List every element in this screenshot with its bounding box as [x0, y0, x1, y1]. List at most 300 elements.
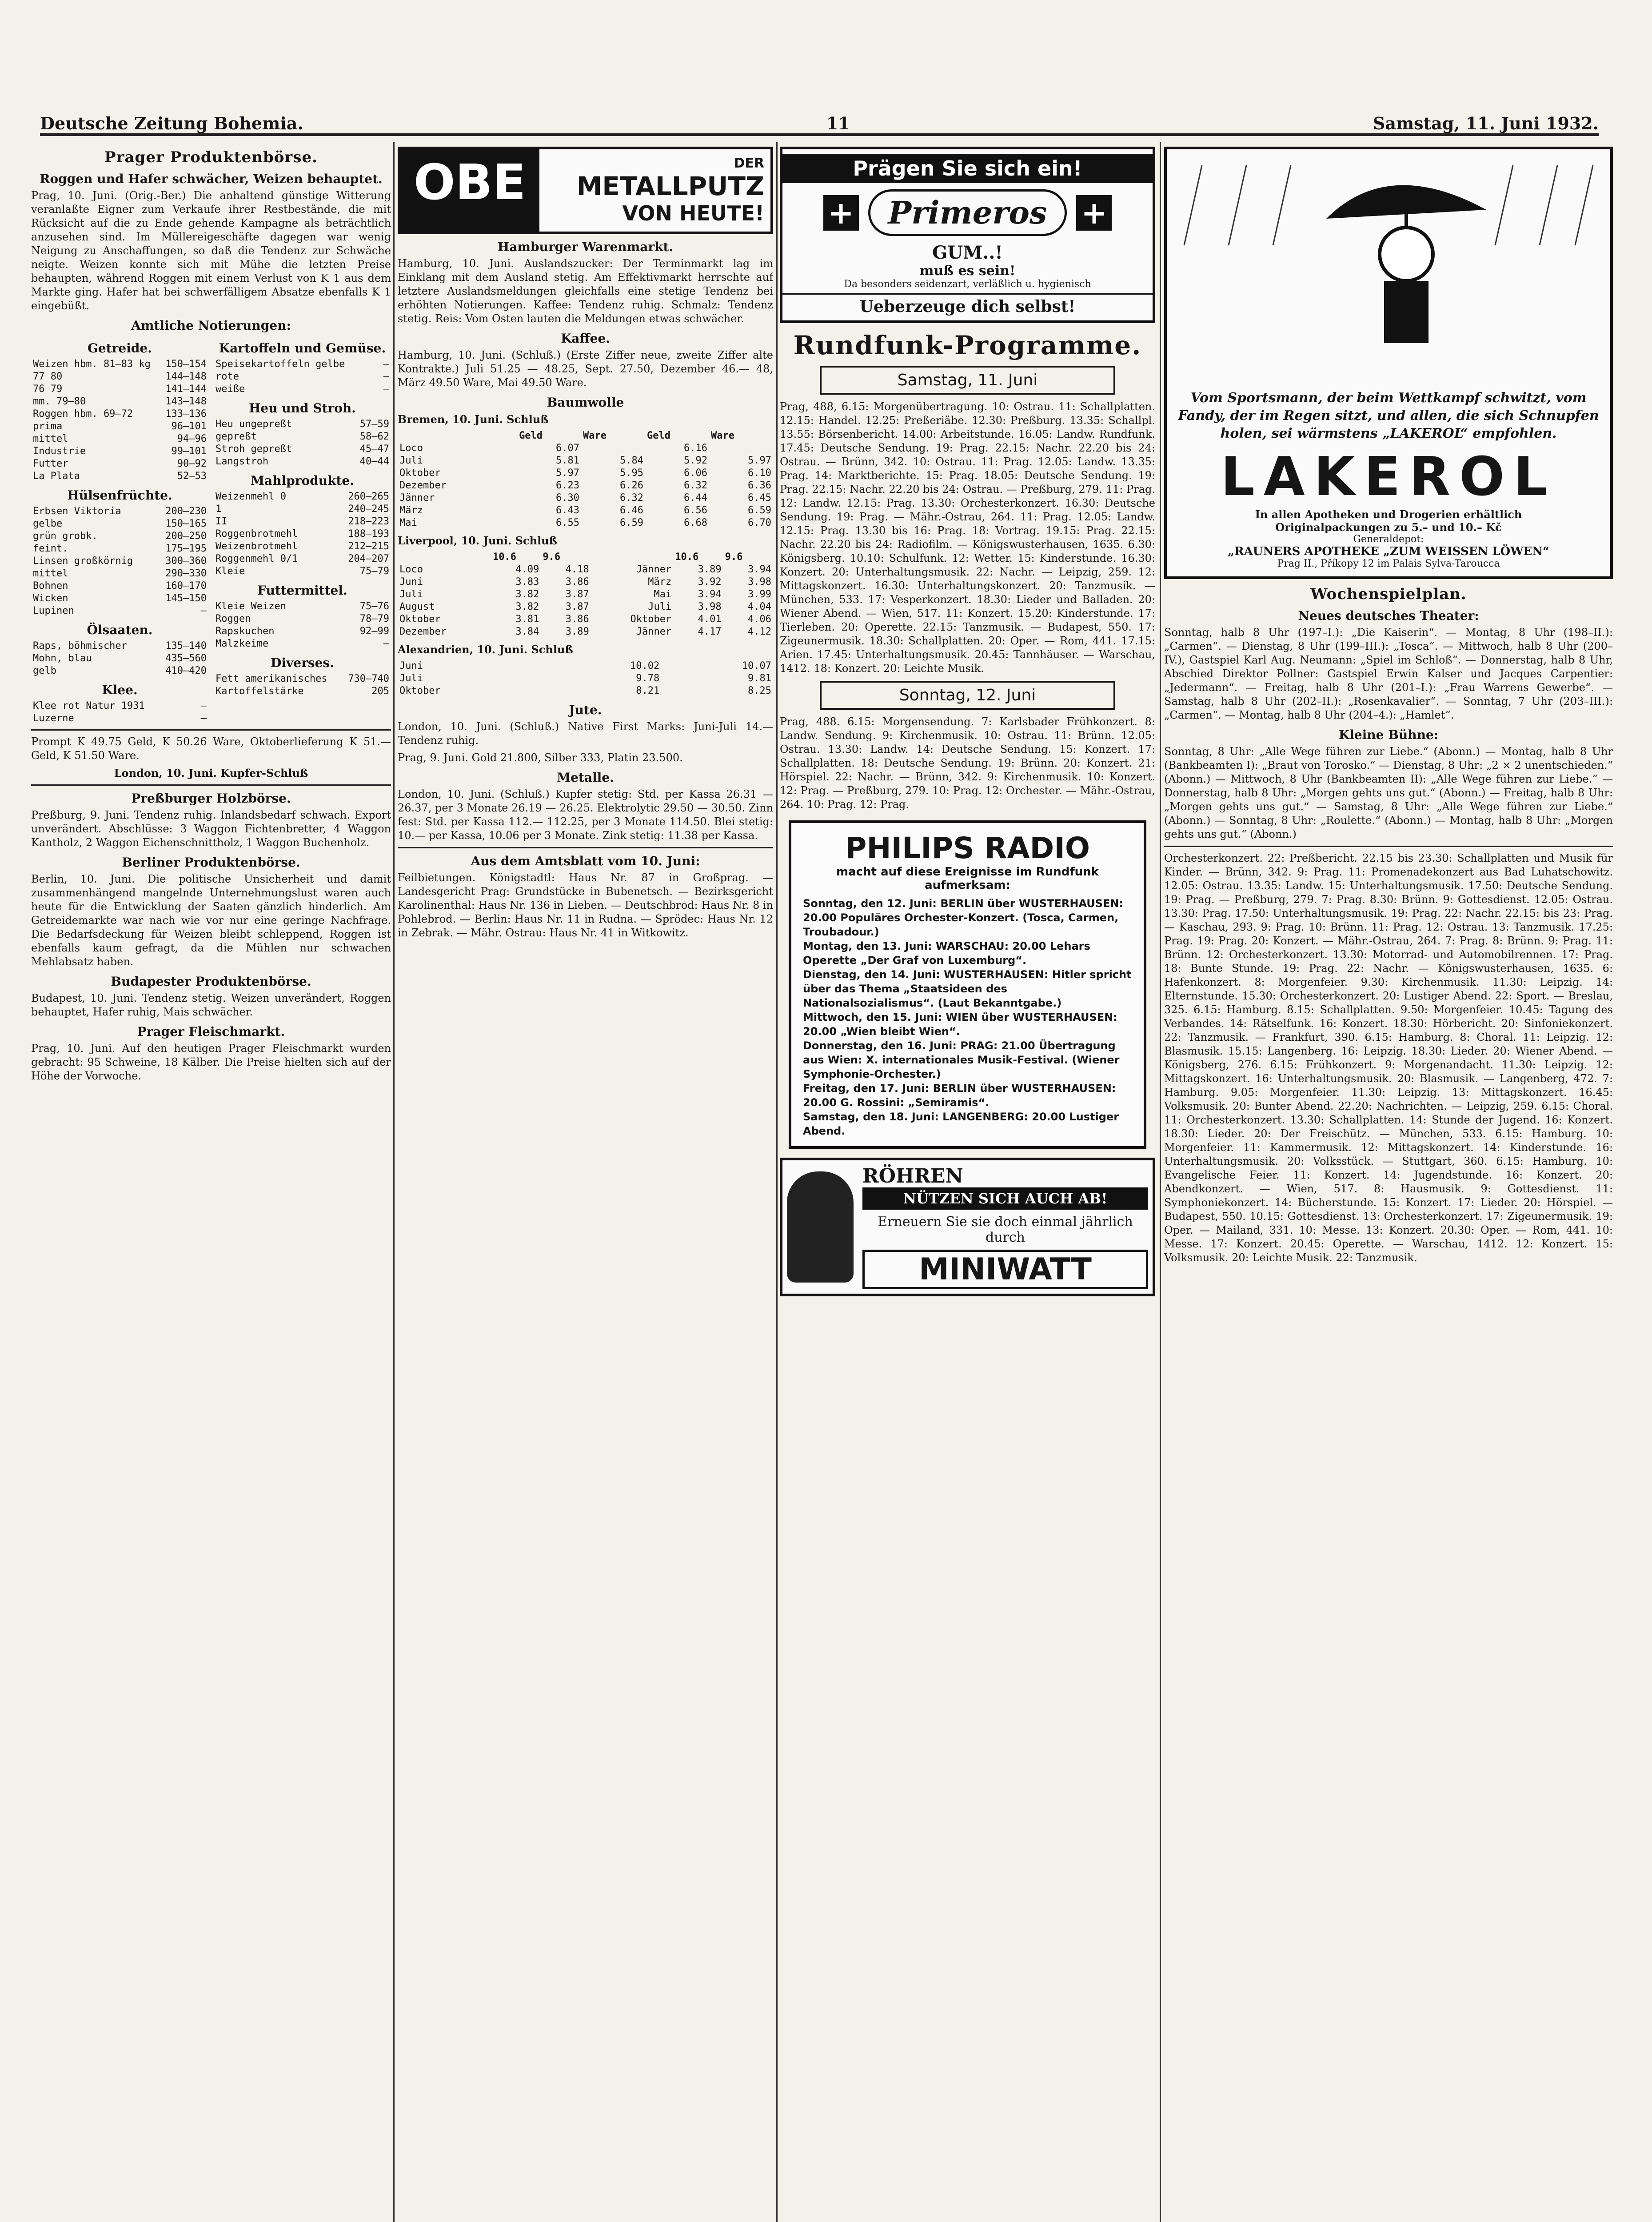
table-cell: 3.86	[565, 576, 589, 587]
table-row	[31, 408, 208, 420]
table-cell: Linsen großkörnig	[33, 556, 133, 567]
table-cell: Industrie	[33, 446, 86, 457]
table-cell: —	[383, 371, 389, 382]
table-cell: 3.87	[565, 589, 589, 600]
table-row	[31, 358, 208, 371]
table-cell: Weizen hbm. 81–83 kg	[33, 359, 151, 370]
table-cell: Langstroh	[215, 456, 269, 467]
table-cell: 3.84	[515, 626, 539, 637]
table-header-cell: Geld	[647, 430, 670, 441]
table-header-cell: 10.6	[492, 552, 516, 563]
table-cell: Bohnen	[33, 580, 68, 591]
table-cell: 6.68	[683, 517, 707, 528]
table-cell: 75–79	[359, 566, 389, 577]
table-cell: 6.44	[683, 492, 707, 504]
table-cell: 92–99	[359, 626, 389, 637]
section-heading: Ölsaaten.	[87, 623, 153, 637]
lakerol-line: Originalpackungen zu 5.– und 10.– Kč	[1275, 521, 1502, 534]
article-title: Jute.	[569, 703, 602, 717]
table-cell: 4.09	[515, 564, 539, 575]
table-cell: 52–53	[177, 471, 207, 482]
table-cell: gepreßt	[215, 431, 257, 442]
table-cell: Juni	[399, 660, 423, 671]
umbrella-man-illustration	[1175, 156, 1602, 388]
header-paper-name: Deutsche Zeitung Bohemia.	[40, 113, 303, 133]
lakerol-line: „RAUNERS APOTHEKE „ZUM WEISSEN LÖWEN“	[1228, 545, 1549, 558]
theater-title: Wochenspielplan.	[1310, 585, 1467, 603]
table-cell: 730–740	[348, 673, 389, 684]
table-cell: 3.94	[748, 564, 771, 575]
table-cell: Roggen	[215, 613, 251, 624]
article-text: Prag, 10. Juni. (Orig.-Ber.) Die anhaltend günstige Witterung veranlaßte Eigner zum Verkaufe ihrer Restbestände, die mit Rücksicht auf die zu Ende gehende Kampagne als beträchtlich anzusehen sind. Im Müllereigeschäfte dagegen war wenig Neigung zu Anschaffungen, so daß die Tendenz zur Schwäche neigte. Weizen konnte sich mit Mühe die letzten Preise behaupten, während Roggen mit einem Verlust von K 1 aus dem Markte ging. Hafer hat bei schwerfälligem Absatze ebenfalls K 1 eingebüßt.	[31, 189, 391, 312]
table-row	[214, 673, 391, 685]
table-row	[214, 638, 391, 650]
table-row	[214, 431, 391, 443]
section-heading: Diverses.	[271, 655, 334, 670]
table-header-cell: Ware	[583, 430, 607, 441]
table-cell: —	[383, 638, 389, 649]
table-cell: Stroh gepreßt	[215, 444, 292, 455]
liverpool-cotton-table	[398, 551, 773, 638]
section-heading: Liverpool, 10. Juni. Schluß	[398, 534, 557, 547]
article-title: Baumwolle	[547, 395, 624, 410]
table-cell: 6.26	[620, 480, 643, 491]
table-cell: feint.	[33, 543, 68, 554]
table-row	[398, 563, 773, 576]
table-cell: 40–44	[359, 456, 389, 467]
table-row	[31, 640, 208, 652]
table-header-cell	[398, 551, 491, 563]
table-cell: 3.82	[515, 601, 539, 612]
radio-program-text: Prag, 488. 6.15: Morgensendung. 7: Karlsbader Frühkonzert. 8: Landw. Sendung. 9: Kirchenmusik. 10: Ostrau. 11: Brünn. 12.05: Ostrau. 13.30: Landw. 14: Deutsche Sendung. 15: Konzert. 17: Schallplatten. 18: Deutsche Sendung. 19: Brünn. 20: Konzert. 21: Hörspiel. 22: Nachr. — Brünn, 342. 9: Kirchenmusik. 10: Konzert. 12: Prag. — Preßburg, 279. 10: Prag. 12: Orchester. — Mähr.-Ostrau, 264. 10: Prag. 12: Prag.	[780, 715, 1155, 811]
table-cell: 6.06	[683, 468, 707, 479]
table-cell: Juli	[399, 455, 423, 466]
table-cell: 6.46	[620, 505, 643, 516]
table-cell: 8.25	[748, 685, 771, 696]
table-row	[214, 565, 391, 578]
table-cell: 6.10	[748, 468, 771, 479]
table-cell: Speisekartoffeln gelbe	[215, 359, 345, 370]
table-cell: 205	[371, 686, 389, 697]
theater-heading: Kleine Bühne:	[1338, 727, 1439, 742]
table-cell: Roggen hbm. 69–72	[33, 408, 133, 420]
table-cell: März	[648, 576, 672, 587]
table-cell: Oktober	[630, 614, 672, 625]
table-cell: Kartoffelstärke	[215, 686, 304, 697]
page-header	[40, 107, 1599, 136]
section-heading: Klee.	[102, 683, 138, 697]
table-cell: Juli	[399, 589, 423, 600]
table-row	[214, 503, 391, 516]
miniwatt-advertisement	[780, 1158, 1155, 1296]
table-cell: 260–265	[348, 491, 389, 502]
table-row	[214, 443, 391, 456]
feed-table	[214, 600, 391, 650]
table-cell: grün grobk.	[33, 531, 98, 542]
table-cell: —	[200, 700, 207, 711]
table-cell: 3.98	[698, 601, 722, 612]
radio-day-heading: Sonntag, 12. Juni	[820, 681, 1115, 710]
table-cell: 45–47	[359, 444, 389, 455]
divider	[1164, 846, 1613, 847]
hay-table	[214, 418, 391, 468]
table-cell: —	[200, 605, 207, 616]
table-cell: gelb	[33, 665, 56, 676]
table-cell: 175–195	[165, 543, 207, 554]
article-text: Prompt K 49.75 Geld, K 50.26 Ware, Oktoberlieferung K 51.— Geld, K 51.50 Ware.	[31, 735, 391, 762]
table-cell: Fett amerikanisches	[215, 673, 327, 684]
table-row	[398, 504, 773, 517]
table-cell: 4.04	[748, 601, 771, 612]
section-heading: Getreide.	[87, 341, 152, 356]
cross-icon: +	[1076, 195, 1112, 231]
table-cell: Jänner	[636, 564, 672, 575]
price-tables	[31, 336, 391, 725]
clover-table	[31, 700, 208, 725]
table-cell: 6.36	[748, 480, 771, 491]
table-cell	[709, 442, 773, 455]
table-cell: 435–560	[165, 653, 207, 664]
table-cell: Rapskuchen	[215, 626, 275, 637]
table-cell: 58–62	[359, 431, 389, 442]
table-cell: —	[383, 359, 389, 370]
table-header-row	[398, 551, 773, 563]
table-cell: 90–92	[177, 458, 207, 469]
column-radio	[780, 142, 1155, 2222]
table-row	[214, 371, 391, 383]
article-title: Prager Produktenbörse.	[104, 148, 318, 166]
table-cell: 141–144	[165, 384, 207, 395]
table-cell: Oktober	[399, 468, 441, 479]
table-row	[214, 600, 391, 613]
table-row	[398, 455, 773, 467]
table-cell: 8.21	[636, 685, 660, 696]
table-cell: August	[399, 601, 435, 612]
table-header-cell	[398, 430, 517, 442]
table-cell: Heu ungepreßt	[215, 419, 292, 430]
table-row	[214, 491, 391, 503]
obe-advertisement	[398, 147, 773, 234]
philips-line: Donnerstag, den 16. Juni: PRAG: 21.00 Übertragung aus Wien: X. internationales Musik-Festival. (Wiener Symphonie-Orchester.)	[803, 1039, 1120, 1080]
table-row	[31, 396, 208, 408]
table-row	[398, 442, 773, 455]
theater-heading: Neues deutsches Theater:	[1298, 608, 1479, 623]
bremen-cotton-table	[398, 430, 773, 529]
table-cell: 6.45	[748, 492, 771, 504]
article-title: Berliner Produktenbörse.	[122, 855, 300, 870]
potato-table	[214, 358, 391, 396]
table-cell: mittel	[33, 568, 68, 579]
table-row	[398, 660, 773, 672]
article-text: Prag, 10. Juni. Auf den heutigen Prager Fleischmarkt wurden gebracht: 95 Schweine, 18 Kälber. Die Preise hielten sich auf der Höhe der Vorwoche.	[31, 1042, 391, 1082]
table-row	[31, 371, 208, 383]
table-cell: 133–136	[165, 408, 207, 420]
table-cell: 96–101	[171, 421, 207, 432]
price-tables-right	[214, 336, 391, 725]
table-row	[31, 518, 208, 530]
miniwatt-text	[862, 1165, 1148, 1289]
lakerol-line: In allen Apotheken und Drogerien erhältlich	[1255, 508, 1522, 521]
table-cell: 3.87	[565, 601, 589, 612]
table-cell: 99–101	[171, 446, 207, 457]
table-cell: Roggenbrotmehl	[215, 528, 298, 540]
article-title: Metalle.	[557, 770, 614, 785]
table-cell: Juli	[648, 601, 672, 612]
table-cell	[581, 442, 645, 455]
table-cell: 6.59	[748, 505, 771, 516]
table-row	[31, 605, 208, 617]
table-cell: 6.07	[556, 443, 580, 454]
table-cell: 10.02	[630, 660, 660, 671]
table-row	[214, 456, 391, 468]
table-cell: Futter	[33, 458, 68, 469]
table-cell: 135–140	[165, 640, 207, 651]
table-cell: 290–330	[165, 568, 207, 579]
table-cell: 6.56	[683, 505, 707, 516]
article-title: Kaffee.	[561, 331, 610, 346]
section-heading: Heu und Stroh.	[248, 401, 356, 416]
table-row	[31, 700, 208, 712]
table-cell: Juli	[399, 673, 423, 684]
table-cell: 145–150	[165, 593, 207, 604]
philips-line: Sonntag, den 12. Juni: BERLIN über WUSTERHAUSEN: 20.00 Populäres Orchester-Konzert. (Tosca, Carmen, Troubadour.)	[803, 897, 1124, 938]
table-cell: 3.89	[698, 564, 722, 575]
table-row	[31, 543, 208, 555]
table-cell: 3.94	[698, 589, 722, 600]
table-row	[214, 516, 391, 528]
philips-line: Freitag, den 17. Juni: BERLIN über WUSTERHAUSEN: 20.00 G. Rossini: „Semiramis“.	[803, 1082, 1116, 1109]
table-cell: Weizenbrotmehl	[215, 541, 298, 552]
table-header-row	[398, 430, 773, 442]
table-cell: 6.23	[556, 480, 580, 491]
table-cell: 200–250	[165, 531, 207, 542]
table-cell: Lupinen	[33, 605, 74, 616]
table-cell: 4.06	[748, 614, 771, 625]
table-row	[214, 613, 391, 625]
table-cell: 5.95	[620, 468, 643, 479]
table-cell: Mai	[654, 589, 672, 600]
obe-slogan-line: METALLPUTZ	[576, 171, 764, 201]
flour-table	[214, 491, 391, 578]
table-row	[398, 480, 773, 492]
table-cell: II	[215, 516, 227, 527]
table-row	[398, 601, 773, 613]
table-cell: 6.59	[620, 517, 643, 528]
table-cell: prima	[33, 421, 63, 432]
table-header-cell	[591, 551, 674, 563]
table-row	[31, 567, 208, 580]
table-cell: 5.81	[556, 455, 580, 466]
section-heading: Kartoffeln und Gemüse.	[219, 341, 386, 356]
table-row	[398, 467, 773, 480]
section-heading: London, 10. Juni. Kupfer-Schluß	[114, 767, 308, 779]
table-row	[398, 588, 773, 601]
table-cell: Dezember	[399, 480, 447, 491]
table-cell: Roggenmehl 0/1	[215, 553, 298, 564]
philips-line: Dienstag, den 14. Juni: WUSTERHAUSEN: Hitler spricht über das Thema „Staatsideen des Nationalsozialismus“. (Laut Bekanntgabe.)	[803, 968, 1132, 1009]
miniwatt-brand: MINIWATT	[862, 1250, 1148, 1289]
table-cell: 3.82	[515, 589, 539, 600]
table-row	[31, 458, 208, 470]
table-row	[214, 383, 391, 396]
cross-icon: +	[823, 195, 859, 231]
table-row	[31, 652, 208, 665]
philips-line: Samstag, den 18. Juni: LANGENBERG: 20.00 Lustiger Abend.	[803, 1111, 1119, 1137]
table-row	[398, 685, 773, 697]
table-row	[31, 712, 208, 725]
primeros-line: Da besonders seidenzart, verläßlich u. hygienisch	[844, 279, 1091, 290]
article-text: Preßburg, 9. Juni. Tendenz ruhig. Inlandsbedarf schwach. Export unverändert. Abschlüsse: 3 Waggon Fichtenbretter, 4 Waggon Kantholz, 2 Waggon Eichenschnittholz, 1 Waggon Buchenholz.	[31, 809, 391, 849]
divider	[31, 784, 391, 786]
philips-subtitle: macht auf diese Ereignisse im Rundfunk aufmerksam:	[836, 865, 1099, 892]
article-text: Feilbietungen. Königstadtl: Haus Nr. 87 in Großprag. — Landesgericht Prag: Grundstücke in Bubenetsch. — Bezirksgericht Karolinenthal: Haus Nr. 136 in Lieben. — Deutschbrod: Haus Nr. 8 in Pohlebrod. — Berlin: Haus Nr. 11 in Rudna. — Sprödec: Haus Nr. 12 in Zebrak. — Mähr. Ostrau: Haus Nr. 41 in Witkowitz.	[398, 871, 773, 939]
radio-day-heading: Samstag, 11. Juni	[820, 366, 1115, 395]
table-cell: 6.32	[683, 480, 707, 491]
table-cell: Wicken	[33, 593, 68, 604]
lakerol-line: Generaldepot:	[1353, 534, 1424, 545]
philips-line: Mittwoch, den 15. Juni: WIEN über WUSTERHAUSEN: 20.00 „Wien bleibt Wien“.	[803, 1011, 1117, 1038]
table-header-cell: Ware	[710, 430, 734, 441]
philips-line: Montag, den 13. Juni: WARSCHAU: 20.00 Lehars Operette „Der Graf von Luxemburg“.	[803, 940, 1090, 967]
section-heading: Futtermittel.	[257, 583, 347, 598]
table-cell: 9.78	[636, 673, 660, 684]
radio-program-text: Orchesterkonzert. 22: Preßbericht. 22.15 bis 23.30: Schallplatten und Musik für Kinder. — Brünn, 342. 9: Prag. 11: Promenadekonzert aus Bad Luhatschowitz. 12.05: Ostrau. 13.35: Landw. 15: Unterhaltungsmusik. 17.50: Deutsche Sendung. 19: Prag. — Preßburg, 279. 7: Prag. 8.30: Brünn. 9: Gottesdienst. 12.05: Ostrau. 13.30: Prag. 17.50: Unterhaltungsmusik. 19: Prag. 22: Nachr. 22.15: bis 23: Prag. — Kaschau, 293. 9: Prag. 10: Brünn. 11: Prag. 12: Ostrau. 13: Tanzmusik. 17.25: Prag. 19: Prag. 20: Konzert. — Mähr.-Ostrau, 264. 7: Prag. 8: Brünn. 9: Prag. 11: Brünn. 12: Orchesterkonzert. 13.30: Motorrad- und Automobilrennen. 17: Prag. 18: Bunte Stunde. 19: Prag. 22: Nachr. — Königswusterhausen, 1635. 6: Hafenkonzert. 8: Morgenfeier. 9.30: Kirchenmusik. 11.30: Leipzig. 14: Elternstunde. 15.30: Orchesterkonzert. 20: Lustiger Abend. 22: Sport. — Breslau, 325. 6.15: Hamburg. 8.15: Schallplatten. 9.50: Morgenfeier. 10.45: Tagung des Verbandes. 14: Rätselfunk. 16: Konzert. 18.30: Hörbericht. 20: Sinfoniekonzert. 22: Tanzmusik. — Frankfurt, 390. 6.15: Hamburg. 8: Choral. 11: Leipzig. 12: Blasmusik. 15.15: Langenberg. 16: Leipzig. 18.30: Lieder. 20: Wiener Abend. — Königsberg, 276. 6.15: Frühkonzert. 9: Morgenandacht. 11.30: Leipzig. 12: Mittagskonzert. 16: Unterhaltungsmusik. 20: Blasmusik. — Langenberg, 472. 7: Hamburg. 9.05: Morgenfeier. 11.30: Leipzig. 13: Mittagskonzert. 16.45: Volksmusik. 20: Bunter Abend. 22.20: Nachrichten. — Leipzig, 259. 6.15: Choral. 11: Orchesterkonzert. 13.30: Schallplatten. 14: Stunde der Jugend. 16: Konzert. 18.30: Lieder. 20: Der Freischütz. — München, 533. 6.15: Hamburg. 10: Morgenfeier. 11: Kammermusik. 12: Mittagskonzert. 14: Kinderstunde. 16: Unterhaltungsmusik. 20: Volksstück. — Stuttgart, 360. 6.15: Hamburg. 10: Evangelische Feier. 11: Konzert. 14: Jugendstunde. 16: Konzert. 20: Abendkonzert. — Wien, 517. 8: Hausmusik. 9: Gottesdienst. 11: Symphoniekonzert. 14: Bücherstunde. 15: Konzert. 17: Lieder. 20: Hörspiel. — Budapest, 550. 10.15: Gottesdienst. 13: Orchesterkonzert. 17: Zigeunermusik. 19: Oper. — Mailand, 331. 10: Messe. 13: Konzert. 20.30: Oper. — Rom, 441. 10: Messe. 17: Konzert. 20.45: Operette. — Warschau, 1412. 12: Konzert. 15: Volksmusik. 20: Leichte Musik. 22: Tanzmusik.	[1164, 852, 1613, 1264]
table-cell: 240–245	[348, 504, 389, 515]
table-cell: Dezember	[399, 626, 447, 637]
column-market-reports	[31, 142, 391, 2222]
table-heading: Amtliche Notierungen:	[131, 318, 291, 333]
table-cell: 5.84	[620, 455, 643, 466]
misc-table	[214, 673, 391, 698]
article-text: London, 10. Juni. (Schluß.) Native First Marks: Juni-Juli 14.— Tendenz ruhig.	[398, 720, 773, 747]
table-cell: La Plata	[33, 471, 80, 482]
article-text: Hamburg, 10. Juni. Auslandszucker: Der Terminmarkt lag im Einklang mit dem Ausland stetig. Am Effektivmarkt herrschte auf letztere Auslandsmeldungen gleichfalls eine stetige Tendenz bei erhöhten Notierungen. Kaffee: Tendenz ruhig. Schmalz: Tendenz stetig. Reis: Vom Osten lauten die Meldungen etwas schwächer.	[398, 257, 773, 325]
obe-slogan-line: DER	[734, 156, 764, 171]
column-commodities	[398, 142, 773, 2222]
table-cell: 5.97	[748, 455, 771, 466]
column-theater	[1164, 142, 1613, 2222]
article-text: Prag, 9. Juni. Gold 21.800, Silber 333, Platin 23.500.	[398, 751, 683, 764]
table-cell: —	[200, 713, 207, 724]
table-row	[31, 530, 208, 543]
table-cell: Luzerne	[33, 713, 74, 724]
section-heading: Hülsenfrüchte.	[67, 488, 172, 503]
article-title: Preßburger Holzbörse.	[131, 791, 291, 806]
table-row	[31, 592, 208, 605]
section-heading: Bremen, 10. Juni. Schluß	[398, 413, 549, 426]
table-row	[31, 665, 208, 677]
oilseed-table	[31, 640, 208, 677]
grain-table	[31, 358, 208, 483]
table-cell: 144–148	[165, 371, 207, 382]
table-cell: 6.55	[556, 517, 580, 528]
table-cell: März	[399, 505, 423, 516]
table-cell: Weizenmehl 0	[215, 491, 286, 502]
table-cell: 6.30	[556, 492, 580, 504]
primeros-advertisement	[780, 147, 1155, 323]
table-cell: 6.32	[620, 492, 643, 504]
table-cell: 77 80	[33, 371, 63, 382]
table-cell: 3.98	[748, 576, 771, 587]
table-row	[214, 553, 391, 565]
table-header-cell: Geld	[519, 430, 543, 441]
table-row	[31, 470, 208, 483]
table-row	[31, 433, 208, 445]
table-cell: Mohn, blau	[33, 653, 92, 664]
table-row	[214, 540, 391, 553]
section-heading: Alexandrien, 10. Juni. Schluß	[398, 643, 573, 656]
table-cell: Jänner	[399, 492, 435, 504]
table-cell: Klee rot Natur 1931	[33, 700, 145, 711]
table-cell: 204–207	[348, 553, 389, 564]
table-cell: gelbe	[33, 518, 63, 529]
article-title: Aus dem Amtsblatt vom 10. Juni:	[471, 854, 700, 868]
table-row	[398, 517, 773, 529]
article-text: Budapest, 10. Juni. Tendenz stetig. Weizen unverändert, Roggen behauptet, Hafer ruhig, Mais schwächer.	[31, 992, 391, 1018]
table-cell: 3.89	[565, 626, 589, 637]
table-cell: 200–230	[165, 506, 207, 517]
table-cell: 143–148	[165, 396, 207, 407]
table-cell: 4.12	[748, 626, 771, 637]
table-cell: 9.81	[748, 673, 771, 684]
article-title: Budapester Produktenbörse.	[111, 974, 311, 989]
table-cell: 1	[215, 504, 222, 515]
table-cell: 78–79	[359, 613, 389, 624]
column-divider	[1160, 142, 1161, 2222]
lakerol-brand: LAKEROL	[1221, 446, 1556, 508]
header-page-number: 11	[826, 113, 850, 133]
table-row	[31, 505, 208, 518]
table-header-cell: 10.6	[675, 552, 699, 563]
header-date: Samstag, 11. Juni 1932.	[1373, 113, 1599, 133]
table-cell: Loco	[399, 564, 423, 575]
table-cell: —	[383, 384, 389, 395]
lakerol-line: Prag II., Příkopy 12 im Palais Sylva-Taroucca	[1277, 558, 1500, 569]
table-cell: 5.92	[683, 455, 707, 466]
radio-tube-icon	[787, 1171, 854, 1283]
table-row	[31, 383, 208, 396]
table-row	[214, 528, 391, 540]
divider	[398, 847, 773, 848]
philips-title: PHILIPS RADIO	[845, 831, 1090, 865]
table-row	[398, 492, 773, 504]
table-cell: 150–154	[165, 359, 207, 370]
table-cell: 212–215	[348, 541, 389, 552]
table-cell: Erbsen Viktoria	[33, 506, 121, 517]
column-divider	[393, 142, 395, 2222]
table-cell: Loco	[399, 443, 423, 454]
table-cell: Mai	[399, 517, 417, 528]
article-title: Prager Fleischmarkt.	[137, 1024, 285, 1039]
obe-logo: OBE	[400, 149, 539, 232]
table-cell: 4.18	[565, 564, 589, 575]
divider	[31, 729, 391, 731]
table-row	[214, 358, 391, 371]
article-text: London, 10. Juni. (Schluß.) Kupfer stetig: Std. per Kassa 26.31 — 26.37, per 3 Monate 26.19 — 26.25. Elektrolytic 29.50 — 30.50. Zinn fest: Std. per Kassa 112.— 112.25, per 3 Monate 114.50. Blei stetig: 10.— per Kassa, 10.06 per 3 Monate. Zink stetig: 11.38 per Kassa.	[398, 788, 773, 842]
table-cell: 150–165	[165, 518, 207, 529]
table-row	[398, 576, 773, 588]
table-cell: 410–420	[165, 665, 207, 676]
table-cell: 160–170	[165, 580, 207, 591]
column-divider	[776, 142, 778, 2222]
table-cell: 6.16	[683, 443, 707, 454]
lakerol-advertisement	[1164, 147, 1613, 579]
table-cell: Juni	[399, 576, 423, 587]
table-row	[31, 555, 208, 567]
table-cell: Oktober	[399, 614, 441, 625]
table-row	[214, 625, 391, 638]
table-row	[31, 445, 208, 458]
